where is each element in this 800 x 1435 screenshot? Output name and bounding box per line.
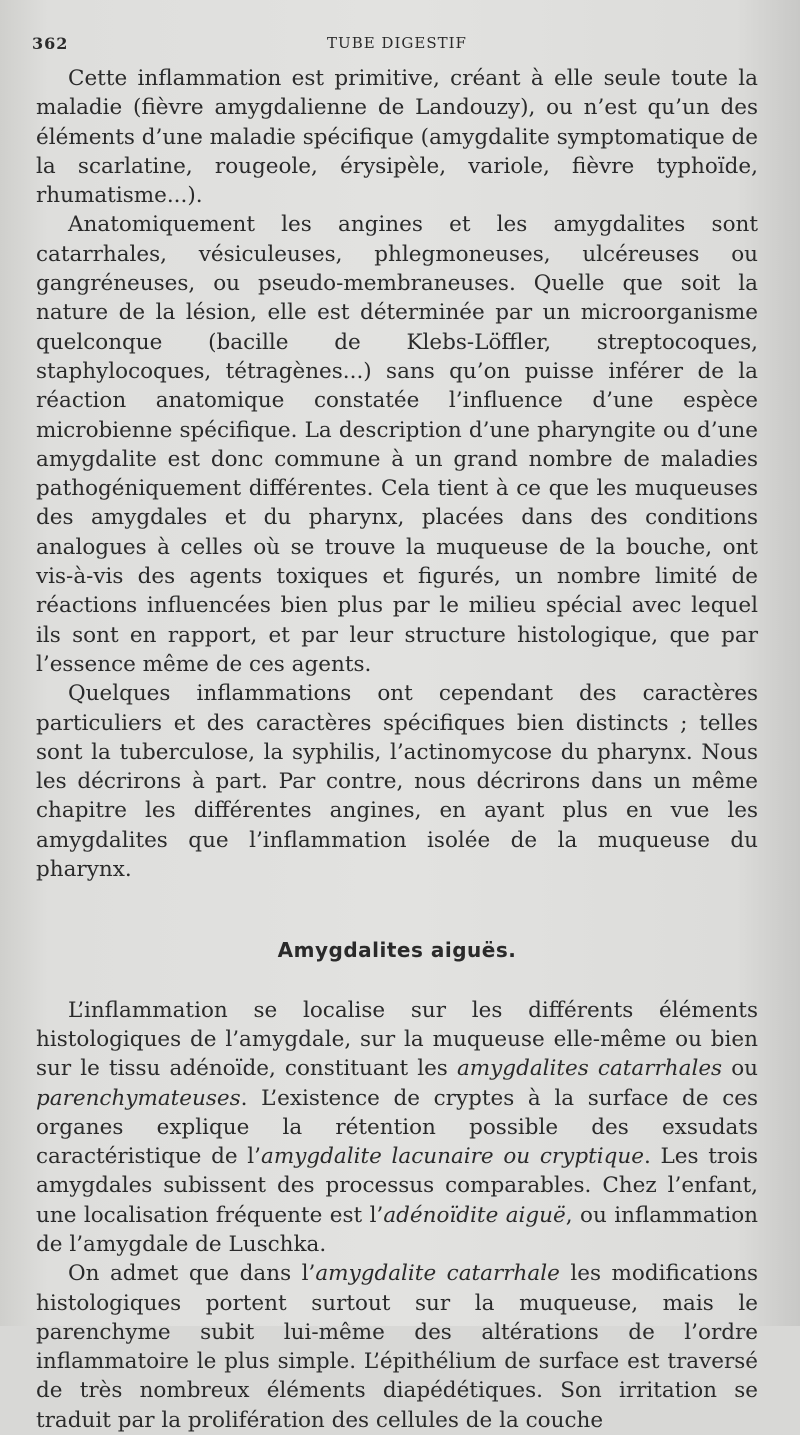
- paragraph: [36, 210, 758, 679]
- italic-run: amygdalite lacunaire ou cryptique: [261, 1144, 644, 1170]
- text-run: ou: [722, 1056, 758, 1082]
- text-run: . Les trois amygdales subissent des processus comparables. Chez l’enfant, une localisation fréquente est l’: [36, 1144, 759, 1228]
- text-run: , ou inflammation de l’amygdale de Luschka.: [36, 1202, 758, 1257]
- italic-run: parenchymateuses: [36, 1085, 241, 1111]
- text-before-section: [36, 64, 758, 884]
- italic-run: amygdalite catarrhale: [315, 1261, 560, 1287]
- text-run: . L’existence de cryptes à la surface de ces organes explique la rétention possible des exsudats caractéristique de l’: [36, 1085, 758, 1170]
- italic-run: adénoïdite aiguë: [383, 1202, 566, 1228]
- text-run: On admet que dans l’: [68, 1261, 316, 1287]
- body-text: [36, 64, 758, 1435]
- text-after-section: [36, 996, 758, 1435]
- running-head: [32, 28, 758, 58]
- text-run: Cette inflammation est primitive, créant à elle seule toute la maladie (fièvre amygdalienne de Landouzy), ou n’est qu’un des éléments d’une maladie spécifique (amygdalite symptomatique de la scarlatine, rougeole, érysipèle, variole, fièvre typhoïde, rhumatisme...).: [36, 66, 759, 209]
- running-title: TUBE DIGESTIF: [327, 34, 467, 52]
- paragraph: [36, 996, 758, 1260]
- paragraph: [36, 679, 758, 884]
- text-run: L’inflammation se localise sur les différents éléments histologiques de l’amygdale, sur la muqueuse elle-même ou bien sur le tissu adénoïde, constituant les: [36, 997, 758, 1082]
- paragraph: [36, 64, 758, 210]
- italic-run: amygdalites catarrhales: [456, 1056, 723, 1082]
- text-run: les modifications histologiques portent surtout sur la muqueuse, mais le parenchyme subit lui-même des altérations de l’ordre inflammatoire le plus simple. L’épithélium de surface est traversé de très nombreux éléments diapédétiques. Son irritation se traduit par la prolifération des cellules de la couche: [36, 1261, 758, 1433]
- section-heading: Amygdalites aiguës.: [277, 938, 517, 963]
- text-run: Quelques inflammations ont cependant des caractères particuliers et des caractères spécifiques bien distincts ; telles sont la tuberculose, la syphilis, l’actinomycose du pharynx. Nous les décrirons à part. Par contre, nous décrirons dans un même chapitre les différentes angines, en ayant plus en vue les amygdalites que l’inflammation isolée de la muqueuse du pharynx.: [36, 681, 758, 883]
- paragraph: [36, 1259, 758, 1435]
- text-run: Anatomiquement les angines et les amygdalites sont catarrhales, vésiculeuses, phlegmoneuses, ulcéreuses ou gangréneuses, ou pseudo-membraneuses. Quelle que soit la nature de la lésion, elle est déterminée par un microorganisme quelconque (bacille de Klebs-Löffler, streptocoques, staphylocoques, tétragènes...) sans qu’on puisse inférer de la réaction anatomique constatée l’influence d’une espèce microbienne spécifique. La description d’une pharyngite ou d’une amygdalite est donc commune à un grand nombre de maladies pathogéniquement différentes. Cela tient à ce que les muqueuses des amygdales et du pharynx, placées dans des conditions analogues à celles où se trouve la muqueuse de la bouche, ont vis-à-vis des agents toxiques et figurés, un nombre limité de réactions influencées bien plus par le milieu spécial avec lequel ils sont en rapport, et par leur structure histologique, que par l’essence même de ces agents.: [36, 212, 758, 677]
- page-number: 362: [32, 34, 69, 53]
